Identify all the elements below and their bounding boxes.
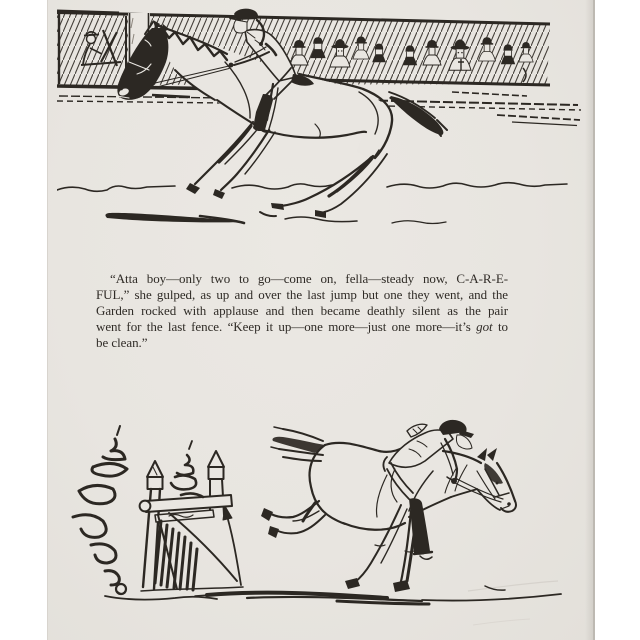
illustration-horse-landing-jump (57, 405, 569, 620)
horse-eye (496, 482, 499, 485)
ground-swoosh (105, 213, 244, 223)
text-line-3: Garden rocked with applause and then became deathly silent as the pair (96, 303, 508, 318)
stirrup (420, 556, 432, 559)
text-line-2: FUL,” she gulped, as up and over the last jump but one they went, and the (96, 287, 508, 302)
jump-ball (116, 584, 126, 594)
horse-hind-legs (271, 150, 387, 218)
jockey-face (234, 20, 247, 33)
jump-fence (105, 441, 243, 600)
horse-hind-legs (261, 501, 325, 538)
text-line-5: be clean.” (96, 335, 148, 350)
text-line-1: “Atta boy—only two to go—come on, fella—steady now, C-A-R-E- (110, 271, 508, 286)
page-edge-shadow (585, 0, 593, 640)
horse-tail (389, 92, 447, 136)
text-line-4: went for the last fence. “Keep it up—one more—just one more—it’s got to (96, 319, 508, 334)
jump-tree-decoration (171, 441, 203, 497)
jockey-hand (229, 63, 234, 68)
ground-line (195, 586, 561, 604)
body-text (96, 271, 508, 351)
evergreen-tree (73, 426, 127, 585)
ground-lines (57, 183, 567, 224)
jockey-cap (234, 9, 258, 20)
landing-horse (261, 427, 516, 592)
illustration-horse-galloping-grandstand (57, 4, 585, 226)
